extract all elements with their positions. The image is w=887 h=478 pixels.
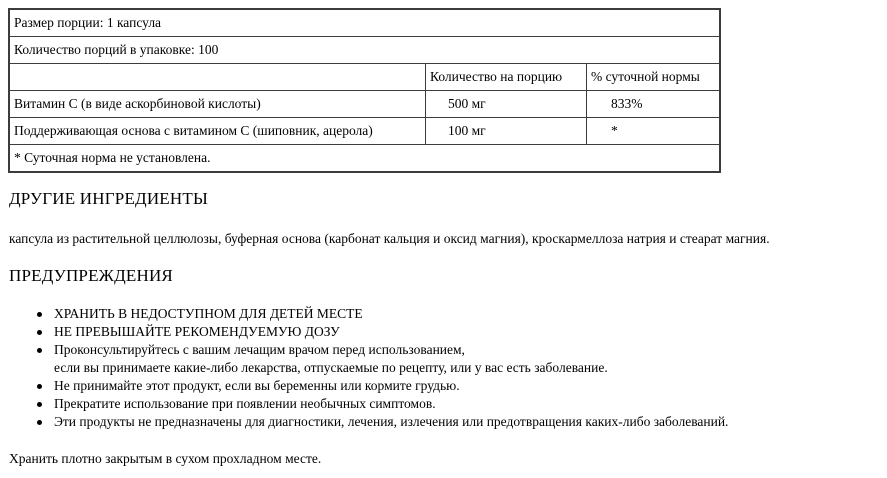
- list-item: [54, 305, 728, 323]
- table-footnote: * Суточная норма не установлена.: [9, 145, 720, 173]
- table-header-row: [9, 64, 720, 91]
- warning-text: Прекратите использование при появлении необычных симптомов.: [54, 396, 436, 411]
- table-row: [9, 91, 720, 118]
- column-header-amount: Количество на порцию: [426, 64, 587, 91]
- nutrient-amount: 500 мг: [426, 91, 587, 118]
- bullet-icon: [37, 330, 42, 335]
- nutrient-daily-value: 833%: [587, 91, 721, 118]
- table-row: [9, 118, 720, 145]
- list-item: [54, 323, 728, 341]
- warning-text: Не принимайте этот продукт, если вы беременны или кормите грудью.: [54, 378, 460, 393]
- warning-text: Проконсультируйтесь с вашим лечащим врачом перед использованием,: [54, 342, 465, 357]
- nutrient-amount: 100 мг: [426, 118, 587, 145]
- serving-size: Размер порции: 1 капсула: [9, 9, 720, 37]
- list-item: [54, 341, 728, 377]
- warning-text-continued: если вы принимаете какие-либо лекарства, отпускаемые по рецепту, или у вас есть заболевание.: [54, 360, 608, 375]
- column-header-daily-value: % суточной нормы: [587, 64, 721, 91]
- servings-per-container: Количество порций в упаковке: 100: [9, 37, 720, 64]
- warnings-list: [9, 305, 728, 431]
- bullet-icon: [37, 384, 42, 389]
- warning-text: НЕ ПРЕВЫШАЙТЕ РЕКОМЕНДУЕМУЮ ДОЗУ: [54, 324, 340, 339]
- bullet-icon: [37, 348, 42, 353]
- list-item: [54, 377, 728, 395]
- warnings-heading: ПРЕДУПРЕЖДЕНИЯ: [9, 266, 173, 285]
- storage-text: Хранить плотно закрытым в сухом прохладном месте.: [9, 451, 322, 466]
- warning-text: Эти продукты не предназначены для диагностики, лечения, излечения или предотвращения каких-либо заболеваний.: [54, 414, 729, 429]
- supplement-facts-table: [8, 8, 721, 173]
- bullet-icon: [37, 402, 42, 407]
- other-ingredients-text: капсула из растительной целлюлозы, буферная основа (карбонат кальция и оксид магния), кроскармеллоза натрия и стеарат магния.: [9, 231, 770, 246]
- bullet-icon: [37, 420, 42, 425]
- empty-header-cell: [9, 64, 426, 91]
- list-item: [54, 413, 728, 431]
- nutrient-name: Витамин С (в виде аскорбиновой кислоты): [9, 91, 426, 118]
- other-ingredients-heading: ДРУГИЕ ИНГРЕДИЕНТЫ: [9, 189, 208, 208]
- nutrient-daily-value: *: [587, 118, 721, 145]
- nutrient-name: Поддерживающая основа с витамином С (шиповник, ацерола): [9, 118, 426, 145]
- bullet-icon: [37, 312, 42, 317]
- table-row: [9, 37, 720, 64]
- list-item: [54, 395, 728, 413]
- warning-text: ХРАНИТЬ В НЕДОСТУПНОМ ДЛЯ ДЕТЕЙ МЕСТЕ: [54, 306, 363, 321]
- table-row: [9, 145, 720, 173]
- table-row: [9, 9, 720, 37]
